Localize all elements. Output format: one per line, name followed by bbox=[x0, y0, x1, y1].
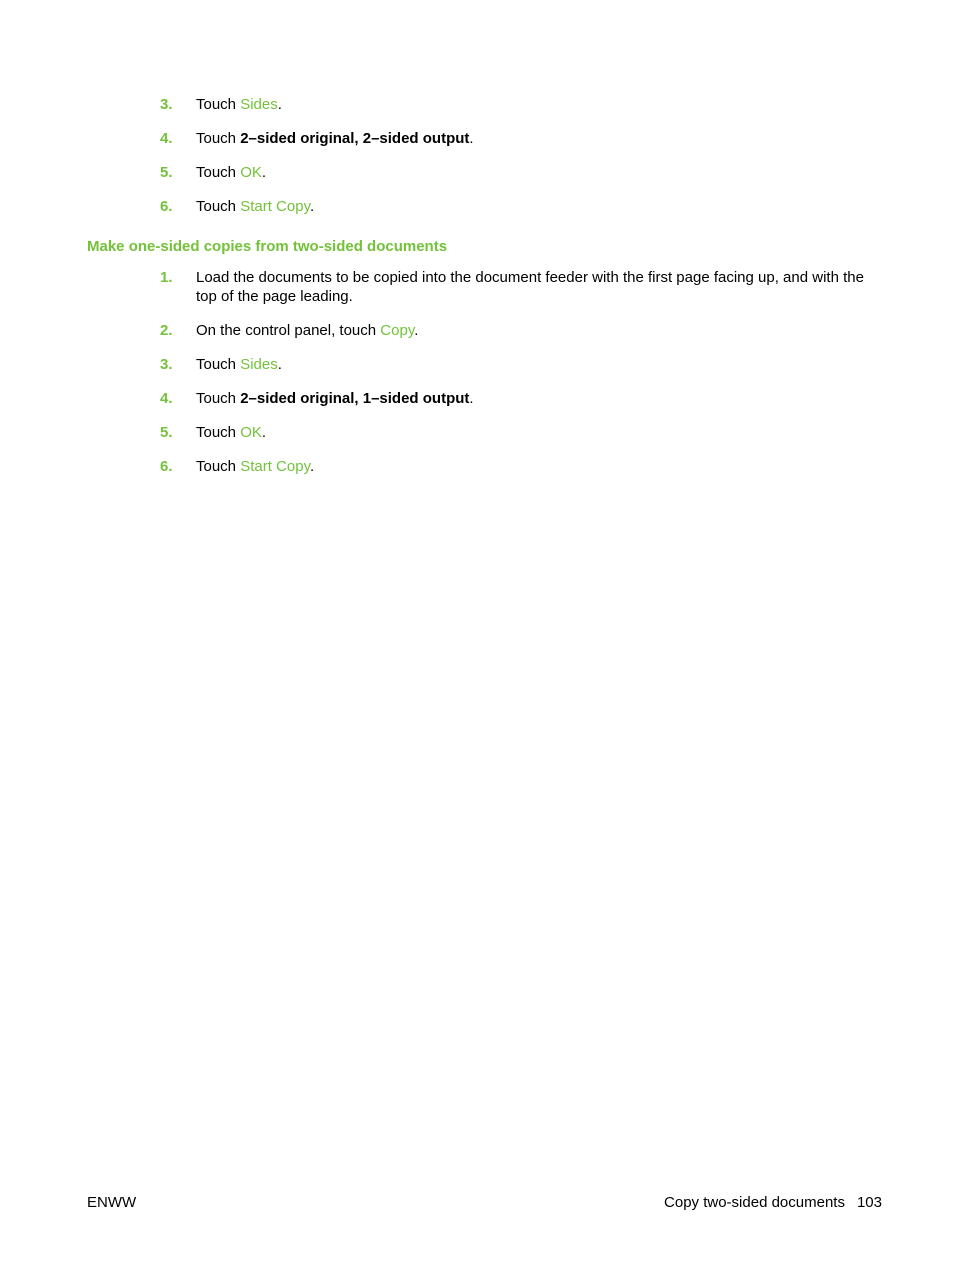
step-item bbox=[160, 423, 882, 442]
page-number: 103 bbox=[856, 1194, 882, 1211]
step-number: 2. bbox=[160, 322, 173, 339]
step-text: Touch bbox=[196, 198, 241, 215]
step-punct: . bbox=[277, 96, 282, 113]
ui-term: Sides bbox=[240, 96, 278, 113]
step-text: Load the documents to be copied into the document feeder with the first page facing up, and with the top of the page leading. bbox=[196, 269, 864, 305]
step-punct: . bbox=[469, 130, 474, 147]
step-punct: . bbox=[261, 164, 267, 181]
step-text: Touch bbox=[196, 424, 241, 441]
step-item bbox=[160, 268, 882, 306]
step-number: 4. bbox=[160, 130, 173, 147]
step-text: Touch bbox=[196, 164, 241, 181]
step-text: On the control panel, touch bbox=[196, 322, 381, 339]
step-number: 6. bbox=[160, 198, 173, 215]
ui-term: Start Copy bbox=[240, 198, 310, 215]
ui-term: OK bbox=[240, 164, 262, 181]
step-number: 6. bbox=[160, 458, 173, 475]
ui-term: Copy bbox=[380, 322, 415, 339]
step-text: Touch bbox=[196, 356, 241, 373]
step-item bbox=[160, 163, 882, 182]
step-item bbox=[160, 457, 882, 476]
section-heading: Make one-sided copies from two-sided documents bbox=[87, 238, 448, 255]
step-number: 3. bbox=[160, 96, 173, 113]
step-item bbox=[160, 355, 882, 374]
footer-section-title: Copy two-sided documents bbox=[664, 1194, 845, 1211]
step-text: Touch bbox=[196, 130, 241, 147]
step-punct: . bbox=[469, 390, 474, 407]
step-number: 5. bbox=[160, 424, 173, 441]
step-item bbox=[160, 95, 882, 114]
step-number: 3. bbox=[160, 356, 173, 373]
step-number: 5. bbox=[160, 164, 173, 181]
steps-list-two-sided bbox=[160, 95, 882, 231]
ui-term: Start Copy bbox=[240, 458, 310, 475]
step-item bbox=[160, 197, 882, 216]
step-text: Touch bbox=[196, 96, 241, 113]
footer-right bbox=[664, 1193, 882, 1212]
step-item bbox=[160, 321, 882, 340]
step-punct: . bbox=[414, 322, 419, 339]
steps-list-one-sided bbox=[160, 268, 882, 491]
ui-term: Sides bbox=[240, 356, 278, 373]
footer-left-label: ENWW bbox=[87, 1194, 137, 1211]
option-term: 2–sided original, 1–sided output bbox=[240, 390, 470, 407]
step-punct: . bbox=[309, 458, 315, 475]
step-number: 4. bbox=[160, 390, 173, 407]
step-punct: . bbox=[277, 356, 282, 373]
step-text: Touch bbox=[196, 390, 241, 407]
step-text: Touch bbox=[196, 458, 241, 475]
step-item bbox=[160, 129, 882, 148]
ui-term: OK bbox=[240, 424, 262, 441]
step-punct: . bbox=[309, 198, 315, 215]
step-item bbox=[160, 389, 882, 408]
option-term: 2–sided original, 2–sided output bbox=[240, 130, 470, 147]
step-number: 1. bbox=[160, 269, 173, 286]
step-punct: . bbox=[261, 424, 267, 441]
